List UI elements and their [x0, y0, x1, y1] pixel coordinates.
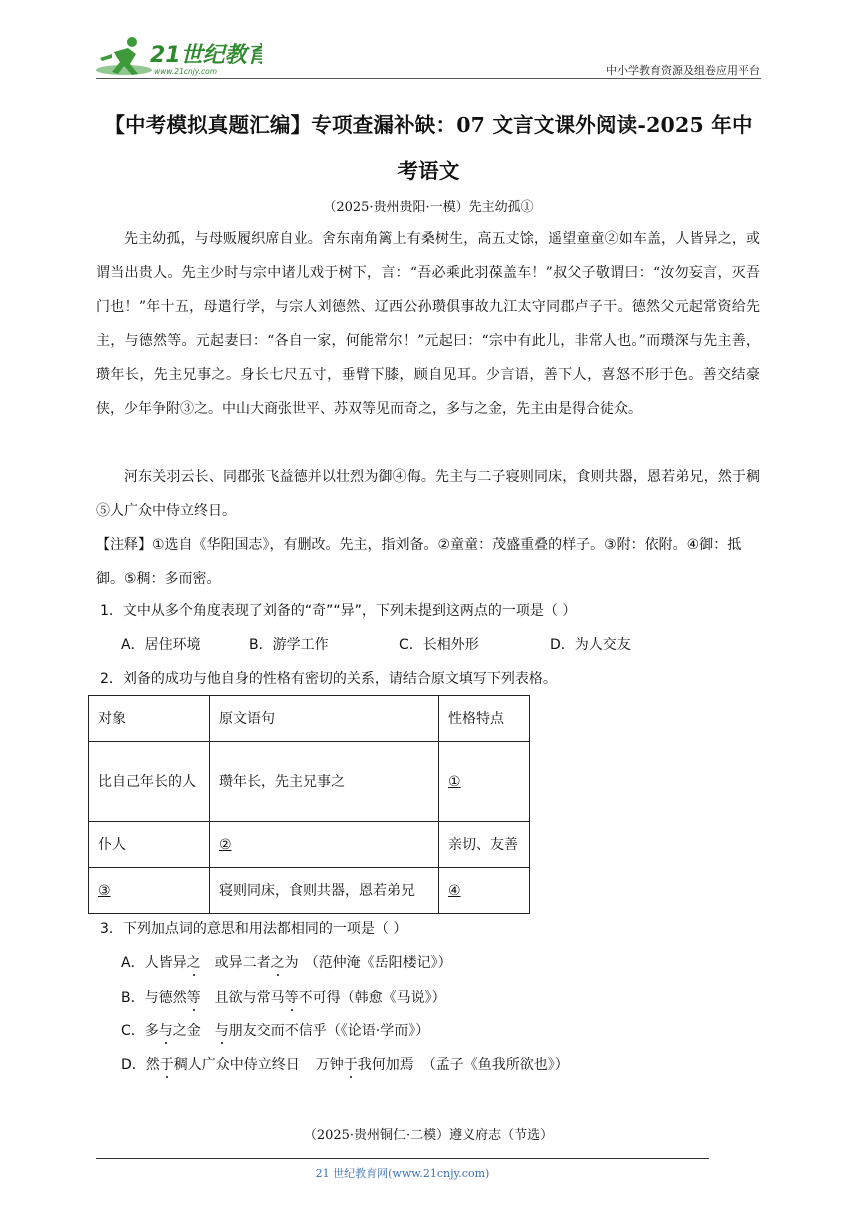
q3-option-b[interactable]: [121, 987, 761, 1007]
passage-1-paragraph-2: 河东关羽云长、同郡张飞益德并以壮烈为御④侮。先主与二子寝则同床，食则共器，恩若弟兄，然于稠⑤人广众中侍立终日。: [96, 469, 760, 519]
footer-divider: [96, 1158, 709, 1159]
option-text: 然: [145, 1057, 160, 1073]
option-text: 或异二者: [214, 955, 271, 971]
dotted-word: 于: [343, 1057, 358, 1073]
option-source: （《论语·学而》）: [326, 1023, 430, 1039]
answer-blank-1[interactable]: ①: [439, 742, 530, 822]
table-header-row: [89, 696, 530, 742]
dotted-word: 与: [158, 1023, 173, 1039]
option-text: 为: [284, 955, 299, 971]
dotted-word: 等: [186, 990, 201, 1006]
q1-option-a[interactable]: A．居住环境: [121, 637, 201, 653]
option-text: 人皆异: [144, 955, 187, 971]
q3-option-c[interactable]: [121, 1020, 761, 1040]
passage-1-paragraph-1: 先主幼孤，与母贩履织席自业。舍东南角篱上有桑树生，高五丈馀，遥望童童②如车盖，人皆异之，或谓当出贵人。先主少时与宗中诸儿戏于树下，言：“吾必乘此羽葆盖车！”叔父子敬谓曰：“汝勿妄言，灭吾门也！”年十五，母遣行学，与宗人刘德然、辽西公孙瓒俱事故九江太守同郡卢子干。德然父元起常资给先主，与德然等。元起妻曰：“各自一家，何能常尔！”元起曰：“宗中有此儿，非常人也。”而瓒深与先主善，瓒年长，先主兄事之。身长七尺五寸，垂臂下膝，顾自见耳。少言语，善下人，喜怒不形于色。善交结豪侠，少年争附③之。中山大商张世平、苏双等见而奇之，多与之金，先主由是得合徒众。: [96, 231, 760, 417]
table-cell: 亲切、友善: [439, 822, 530, 868]
table-header-cell: 性格特点: [439, 696, 530, 742]
table-row: [89, 822, 530, 868]
option-text: 之金: [172, 1023, 201, 1039]
option-text: 且欲与常马: [214, 990, 285, 1006]
title-line-1: 【中考模拟真题汇编】专项查漏补缺：07 文言文课外阅读-2025 年中: [104, 113, 753, 137]
dotted-word: 与: [214, 1023, 229, 1039]
option-label: A．: [121, 955, 145, 971]
passage-1-source: （2025·贵州贵阳·一模）先主幼孤①: [323, 200, 534, 215]
option-text: 万钟: [315, 1057, 344, 1073]
question-1-options: [121, 634, 761, 654]
question-2-table: [88, 695, 530, 914]
option-text: 我何加焉: [357, 1057, 414, 1073]
option-text: 稠人广众中侍立终日: [173, 1057, 300, 1073]
dotted-word: 之: [270, 955, 285, 971]
table-row: [89, 868, 530, 914]
answer-blank-2[interactable]: ②: [210, 822, 439, 868]
table-header-cell: 原文语句: [210, 696, 439, 742]
q3-option-a[interactable]: [121, 952, 761, 972]
table-header-cell: 对象: [89, 696, 210, 742]
dotted-word: 之: [186, 955, 201, 971]
option-label: C．: [121, 1023, 145, 1039]
runner-logo-icon: [92, 34, 262, 80]
q1-option-c[interactable]: C．长相外形: [399, 637, 479, 653]
option-text: 朋友交而不信乎: [228, 1023, 327, 1039]
answer-blank-3[interactable]: ③: [89, 868, 210, 914]
header-divider: [96, 78, 761, 79]
question-2-stem: 2．刘备的成功与他自身的性格有密切的关系，请结合原文填写下列表格。: [100, 671, 557, 687]
q1-option-d[interactable]: D．为人交友: [550, 637, 631, 653]
table-cell: 寝则同床，食则共器，恩若弟兄: [210, 868, 439, 914]
passage-1-notes: 【注释】①选自《华阳国志》，有删改。先主，指刘备。②童童：茂盛重叠的样子。③附：依附。④御：抵御。⑤稠：多而密。: [96, 537, 742, 587]
option-text: 多: [144, 1023, 159, 1039]
option-source: （孟子《鱼我所欲也》）: [421, 1057, 569, 1073]
option-label: D．: [121, 1057, 146, 1073]
question-3-stem: 3．下列加点词的意思和用法都相同的一项是（ ）: [100, 921, 408, 937]
page-title: [96, 102, 761, 194]
q3-option-d[interactable]: [121, 1054, 761, 1074]
table-row: [89, 742, 530, 822]
dotted-word: 于: [159, 1057, 174, 1073]
logo-text: 21世纪教育: [150, 43, 262, 68]
passage-2-source: （2025·贵州铜仁·二模）遵义府志（节选）: [303, 1128, 554, 1143]
option-source: （范仲淹《岳阳楼记》）: [304, 955, 452, 971]
logo-url: www.21cnjy.com: [154, 67, 218, 76]
answer-blank-4[interactable]: ④: [439, 868, 530, 914]
option-text: 与德然: [144, 990, 187, 1006]
table-cell: 比自己年长的人: [89, 742, 210, 822]
footer-text: 21 世纪教育网(www.21cnjy.com): [315, 1167, 490, 1180]
option-source: （韩愈《马说》）: [340, 990, 446, 1006]
header-platform-text: 中小学教育资源及组卷应用平台: [606, 64, 760, 77]
table-cell: 瓒年长，先主兄事之: [210, 742, 439, 822]
question-1-stem: 1．文中从多个角度表现了刘备的“奇”“异”，下列未提到这两点的一项是（ ）: [100, 603, 577, 619]
logo: [92, 34, 262, 80]
title-line-2: 考语文: [397, 159, 460, 183]
q1-option-b[interactable]: B．游学工作: [249, 637, 329, 653]
option-label: B．: [121, 990, 145, 1006]
dotted-word: 等: [284, 990, 299, 1006]
table-cell: 仆人: [89, 822, 210, 868]
option-text: 不可得: [298, 990, 341, 1006]
